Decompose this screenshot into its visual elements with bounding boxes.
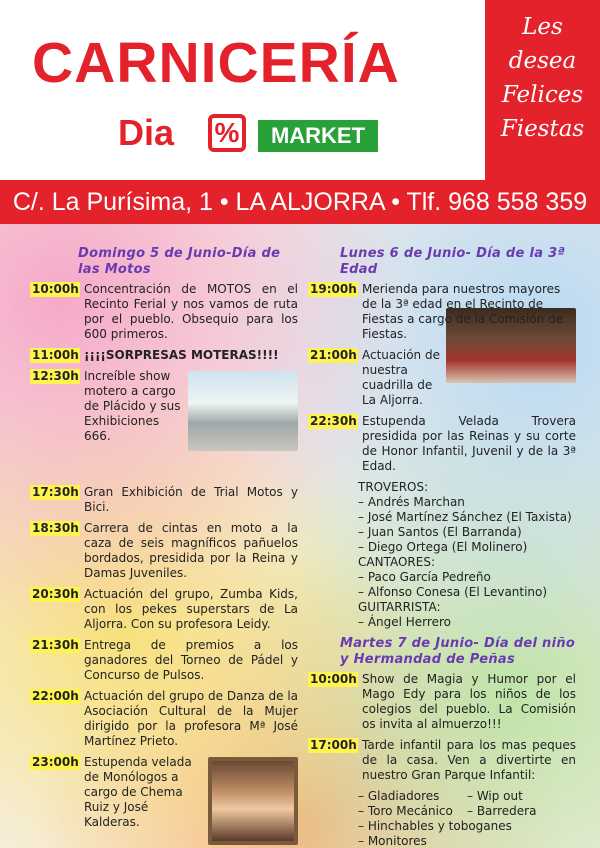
- event-time: 23:00h: [32, 755, 79, 769]
- list-row: [358, 804, 576, 819]
- event-time: 11:00h: [32, 348, 79, 362]
- event-row: [308, 348, 440, 408]
- list-item: – Toro Mecánico: [358, 804, 453, 818]
- event-time: 18:30h: [32, 521, 79, 535]
- comedian-photo: [208, 757, 298, 845]
- event-row: [30, 521, 298, 581]
- dia-logo-text: Dia: [118, 112, 175, 153]
- brand-title: CARNICERÍA: [32, 31, 400, 95]
- list-item: – Ángel Herrero: [358, 615, 451, 629]
- greeting-line: Felices: [501, 82, 584, 108]
- address-bar: C/. La Purísima, 1 • LA ALJORRA • Tlf. 968 558 359: [0, 180, 600, 224]
- event-time: 10:00h: [32, 282, 79, 296]
- event-time: 21:30h: [32, 638, 79, 652]
- list-row: [358, 789, 576, 804]
- event-time: 22:30h: [310, 414, 357, 428]
- event-row: [30, 755, 298, 847]
- header: [0, 0, 600, 180]
- greeting-line: desea: [508, 48, 577, 74]
- list-item: GUITARRISTA:: [358, 600, 441, 614]
- event-body: [84, 369, 298, 479]
- day-heading: Martes 7 de Junio- Día del niño y Hermandad de Peñas: [340, 636, 576, 667]
- greeting-line: Les: [522, 14, 563, 40]
- event-time: 10:00h: [310, 672, 357, 686]
- list-item: – Gladiadores: [358, 789, 440, 803]
- greeting-line: Fiestas: [500, 116, 585, 142]
- motorcycle-photo: [188, 371, 298, 451]
- event-row: [30, 638, 298, 683]
- event-time: 17:00h: [310, 738, 357, 752]
- list-item: – Wip out: [467, 789, 523, 803]
- event-row: [308, 282, 576, 342]
- percent-logo-icon: %: [208, 114, 246, 152]
- event-text: Merienda para nuestros mayores de la 3ª edad en el Recinto de Fiestas a cargo de la Comisión de Fiestas.: [362, 282, 564, 341]
- event-body: [362, 282, 576, 342]
- park-attractions-list: [308, 789, 576, 848]
- event-text: Estupenda Velada Trovera presidida por las Reinas y su corte de Honor Infantil, Juvenil y de la 3ª Edad.: [362, 414, 576, 473]
- list-item: – Juan Santos (El Barranda): [358, 525, 522, 539]
- event-text: Entrega de premios a los ganadores del Torneo de Pádel y Concurso de Pulsos.: [84, 638, 298, 682]
- list-item: – José Martínez Sánchez (El Taxista): [358, 510, 572, 524]
- event-time: 22:00h: [32, 689, 79, 703]
- event-row: [30, 689, 298, 749]
- event-time: 20:30h: [32, 587, 79, 601]
- event-text: Gran Exhibición de Trial Motos y Bici.: [84, 485, 298, 514]
- day-heading: Domingo 5 de Junio-Día de las Motos: [78, 246, 281, 277]
- event-text: Show de Magia y Humor por el Mago Edy para los niños de los colegios del pueblo. La Comisión os invita al almuerzo!!!: [362, 672, 576, 731]
- event-text: ¡¡¡¡SORPRESAS MOTERAS!!!!: [84, 348, 279, 362]
- event-time: 12:30h: [32, 369, 79, 383]
- list-item: CANTAORES:: [358, 555, 435, 569]
- event-time: 19:00h: [310, 282, 357, 296]
- list-item: – Alfonso Conesa (El Levantino): [358, 585, 548, 599]
- event-text: Actuación del grupo, Zumba Kids, con los pekes superstars de La Aljorra. Con su profesora Leidy.: [84, 587, 298, 631]
- list-item: TROVEROS:: [358, 480, 429, 494]
- performers-list: [308, 480, 576, 630]
- list-item: – Hinchables y toboganes: [358, 819, 512, 833]
- event-text: Increíble show motero a cargo de Plácido y sus Exhibiciones 666.: [84, 369, 181, 443]
- event-text: Actuación de nuestra cuadrilla de La Aljorra.: [362, 348, 440, 407]
- list-item: – Diego Ortega (El Molinero): [358, 540, 528, 554]
- sunday-column: [30, 246, 298, 848]
- event-text: Concentración de MOTOS en el Recinto Ferial y nos vamos de ruta por el pueblo. Obsequio para los 600 primeros.: [84, 282, 298, 341]
- event-text: Estupenda velada de Monólogos a cargo de Chema Ruiz y José Kalderas.: [84, 755, 192, 829]
- event-row: [308, 414, 576, 474]
- event-row: [30, 369, 298, 479]
- list-item: – Monitores: [358, 834, 427, 848]
- event-row: [308, 738, 576, 783]
- list-item: – Paco García Pedreño: [358, 570, 491, 584]
- event-row: [308, 672, 576, 732]
- list-item: – Barredera: [467, 804, 537, 818]
- event-body: [84, 755, 298, 847]
- greeting-box: [485, 0, 600, 180]
- market-badge: MARKET: [258, 120, 378, 152]
- event-text: Carrera de cintas en moto a la caza de seis magníficos pañuelos bordados, presidida por la Reina y Damas Juveniles.: [84, 521, 298, 580]
- list-item: – Andrés Marchan: [358, 495, 465, 509]
- event-row: [30, 587, 298, 632]
- event-time: 17:30h: [32, 485, 79, 499]
- monday-tuesday-column: [308, 246, 576, 848]
- event-row: [30, 282, 298, 342]
- event-text: Actuación del grupo de Danza de la Asociación Cultural de la Mujer dirigido por la profesora Mª José Martínez Prieto.: [84, 689, 299, 748]
- event-time: 21:00h: [310, 348, 357, 362]
- event-row: [30, 348, 298, 363]
- day-heading: Lunes 6 de Junio- Día de la 3ª Edad: [340, 246, 566, 277]
- event-text: Tarde infantil para los mas peques de la casa. Ven a divertirte en nuestro Gran Parque Infantil:: [362, 738, 576, 782]
- event-row: [30, 485, 298, 515]
